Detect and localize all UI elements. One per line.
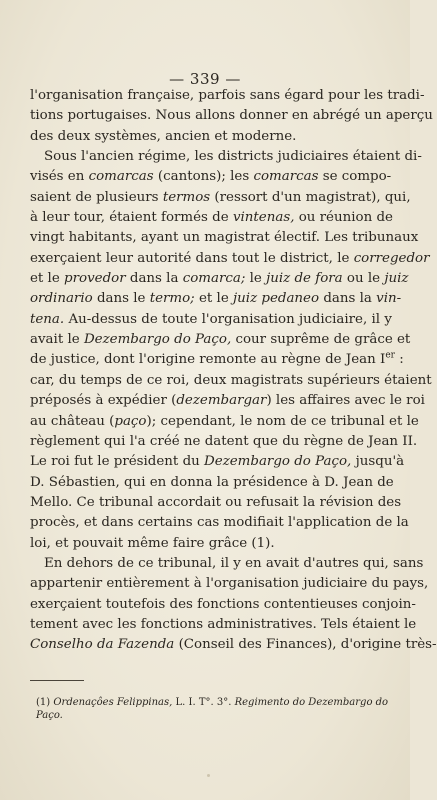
text-run-italic: ordinario — [30, 291, 93, 307]
text-run: Sous l'ancien régime, les districts judiciaires étaient di- — [44, 149, 422, 165]
text-line — [30, 350, 404, 370]
text-line — [30, 167, 392, 187]
text-line — [30, 289, 402, 309]
text-line — [30, 188, 411, 208]
text-run: procès, et dans certains cas modifiait l'application de la — [30, 515, 409, 531]
text-line — [30, 147, 422, 167]
text-line — [30, 86, 425, 106]
text-run: tions portugaises. Nous allons donner en abrégé un aperçu — [30, 108, 433, 124]
text-run: exerçaient leur autorité dans tout le district, le — [30, 250, 350, 266]
text-run: Mello. Ce tribunal accordait ou refusait la révision des — [30, 494, 402, 510]
text-run: des deux systèmes, ancien et moderne. — [30, 128, 297, 144]
text-run: exerçaient toutefois des fonctions contentieuses conjoin- — [30, 596, 416, 612]
text-line — [30, 595, 416, 615]
paper-speck — [207, 774, 210, 777]
text-line — [30, 513, 409, 533]
text-run: car, du temps de ce roi, deux magistrats supérieurs étaient — [30, 372, 432, 388]
text-run-italic: paço — [114, 413, 147, 429]
text-line — [30, 534, 382, 554]
text-run: D. Sébastien, qui en donna la présidence à D. Jean de — [30, 474, 394, 490]
text-run: ou le — [346, 271, 381, 287]
text-run: règlement qui l'a créé ne datent que du règne de Jean II. — [30, 433, 418, 449]
text-run: au château ( — [30, 413, 115, 429]
text-run-italic: Dezembargo do Paço, — [83, 332, 232, 348]
text-run: vingt habitants, ayant un magistrat électif. Les tribunaux — [30, 230, 419, 246]
text-line — [30, 493, 402, 513]
body-text — [30, 86, 437, 656]
text-run: dans la — [323, 291, 372, 307]
text-run-italic: termos — [162, 189, 211, 205]
text-run: (cantons); les — [157, 169, 250, 185]
text-run-italic: comarcas — [253, 169, 319, 185]
text-run-italic: provedor — [64, 271, 126, 287]
text-run: Le roi fut le président du — [30, 454, 200, 470]
text-line — [30, 208, 393, 228]
text-run: appartenir entièrement à l'organisation judiciaire du pays, — [30, 576, 429, 592]
text-run: loi, et pouvait même faire grâce (1). — [30, 535, 275, 551]
text-run-italic: comarcas — [88, 169, 154, 185]
text-line — [30, 473, 394, 493]
text-line — [30, 452, 405, 472]
text-run: jusqu'à — [355, 454, 405, 470]
text-line — [30, 432, 418, 452]
text-line — [30, 412, 419, 432]
text-run: (Conseil des Finances), d'origine très- — [178, 637, 437, 653]
text-line — [30, 391, 425, 411]
text-line — [30, 574, 429, 594]
text-run: visés en — [30, 169, 85, 185]
text-run-italic: Conselho da Fazenda — [30, 637, 175, 653]
footnote-marker: (1) — [36, 697, 51, 708]
text-run: préposés à expédier ( — [30, 393, 177, 409]
text-line — [30, 310, 392, 330]
page-number: — 339 — — [169, 70, 241, 88]
text-run-italic: juiz pedaneo — [233, 291, 320, 307]
text-run: ou réunion de — [298, 210, 393, 226]
footnote-reference: L. I. T°. 3°. — [175, 697, 232, 708]
text-run: En dehors de ce tribunal, il y en avait d'autres qui, sans — [44, 555, 424, 571]
text-line — [30, 269, 409, 289]
text-run: l'organisation française, parfois sans égard pour les tradi- — [30, 88, 425, 103]
text-line — [30, 615, 417, 635]
text-run: Au-dessus de toute l'organisation judiciaire, il y — [68, 311, 392, 327]
text-run-italic: termo; — [149, 291, 195, 307]
text-run: ) les affaires avec le roi — [266, 393, 425, 409]
text-run: avait le — [30, 332, 80, 348]
text-line — [30, 249, 430, 269]
text-line — [30, 635, 437, 655]
text-run: de justice, dont l'origine remonte au règne de Jean I — [30, 352, 386, 368]
text-run: ); cependant, le nom de ce tribunal et le — [146, 413, 419, 429]
text-line — [30, 371, 432, 391]
text-run-italic: tena. — [30, 311, 65, 327]
footnote-title: Regimento do Dezembargo do — [234, 697, 389, 708]
text-line — [30, 554, 424, 574]
text-run: dans le — [96, 291, 146, 307]
text-run-italic: juiz — [384, 271, 409, 287]
footnote — [36, 696, 389, 722]
text-line — [30, 106, 433, 126]
footnote-source: Ordenaçôes Felippinas, — [53, 697, 173, 708]
text-run: le — [249, 271, 262, 287]
text-run: saient de plusieurs — [30, 189, 159, 205]
text-run-italic: corregedor — [353, 250, 430, 266]
text-run-italic: juiz de fora — [266, 271, 343, 287]
text-run: cour suprême de grâce et — [235, 332, 411, 348]
text-run: à leur tour, étaient formés de — [30, 210, 229, 226]
text-run: et le — [30, 271, 60, 287]
text-run: et le — [198, 291, 229, 307]
text-run-italic: comarca; — [182, 271, 246, 287]
text-line — [30, 330, 411, 350]
footnote-line — [36, 696, 389, 709]
text-run: dans la — [129, 271, 179, 287]
text-run-italic: vin- — [376, 291, 402, 307]
footnote-line: Paço. — [36, 710, 63, 721]
text-run: (ressort d'un magistrat), qui, — [214, 189, 411, 205]
text-run: tement avec les fonctions administratives. Tels étaient le — [30, 616, 417, 632]
text-run-italic: vintenas, — [232, 210, 295, 226]
text-run-italic: dezembargar — [176, 393, 267, 409]
text-run: : — [394, 352, 404, 368]
footnote-rule — [30, 680, 84, 681]
text-run-italic: Dezembargo do Paço, — [204, 454, 352, 470]
superscript: er — [385, 351, 395, 361]
text-line — [30, 228, 419, 248]
text-line — [30, 127, 382, 147]
text-run: se compo- — [322, 169, 392, 185]
